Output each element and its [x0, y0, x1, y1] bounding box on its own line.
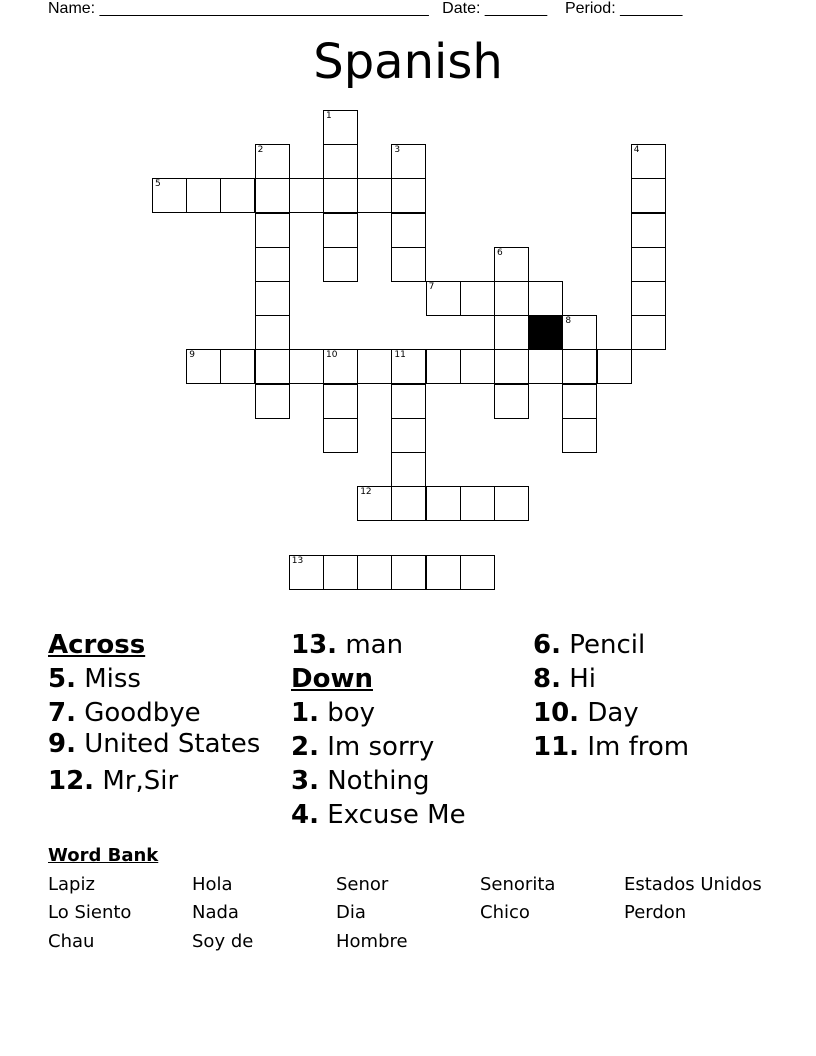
- clue-text: Mr,Sir: [102, 766, 179, 796]
- crossword-cell[interactable]: [597, 349, 632, 384]
- crossword-cell[interactable]: [391, 247, 426, 282]
- crossword-cell[interactable]: [460, 349, 495, 384]
- cell-number: 13: [291, 555, 304, 566]
- word-bank-word: Senorita: [480, 874, 556, 895]
- clue-text: Pencil: [569, 630, 646, 660]
- cell-number: 12: [360, 487, 372, 498]
- word-bank-word: Hombre: [336, 931, 408, 952]
- clue-text: boy: [327, 698, 376, 728]
- word-bank-word: Lo Siento: [48, 902, 132, 923]
- clue-text: Nothing: [327, 766, 430, 796]
- crossword-cell[interactable]: [494, 247, 529, 282]
- page-title: Spanish: [313, 34, 503, 90]
- crossword-cell[interactable]: [631, 281, 666, 316]
- crossword-cell[interactable]: [323, 213, 358, 248]
- clue-text: Hi: [569, 664, 597, 694]
- crossword-cell[interactable]: [562, 418, 597, 453]
- crossword-cell[interactable]: [494, 349, 529, 384]
- crossword-cell[interactable]: [426, 486, 461, 521]
- crossword-cell[interactable]: [255, 178, 290, 213]
- crossword-cell[interactable]: [357, 178, 392, 213]
- cell-number: 2: [257, 145, 264, 156]
- clue-number: 9.: [48, 729, 76, 759]
- crossword-cell[interactable]: [562, 349, 597, 384]
- cell-number: 9: [189, 350, 195, 361]
- name-label: Name:: [48, 0, 100, 17]
- clue-text: Excuse Me: [327, 800, 466, 830]
- word-bank-word: Soy de: [192, 931, 254, 952]
- crossword-cell[interactable]: [562, 315, 597, 350]
- crossword-cell[interactable]: [186, 178, 221, 213]
- crossword-cell[interactable]: [220, 178, 255, 213]
- crossword-cell[interactable]: [460, 555, 495, 590]
- crossword-cell[interactable]: [289, 178, 324, 213]
- crossword-cell[interactable]: [426, 349, 461, 384]
- name-line: _____________________________________: [99, 0, 429, 17]
- cell-number: 6: [497, 247, 503, 258]
- clue-down-4: [291, 798, 531, 832]
- word-bank-word: Chau: [48, 931, 95, 952]
- crossword-cell[interactable]: [528, 281, 563, 316]
- crossword-cell[interactable]: [528, 349, 563, 384]
- crossword-cell[interactable]: [460, 281, 495, 316]
- word-bank-word: Senor: [336, 874, 389, 895]
- clue-number: 2.: [291, 732, 319, 762]
- clue-number: 1.: [291, 698, 319, 728]
- crossword-cell[interactable]: [391, 349, 426, 384]
- crossword-cell[interactable]: [391, 213, 426, 248]
- crossword-cell[interactable]: [323, 178, 358, 213]
- word-bank-word: Dia: [336, 902, 366, 923]
- clue-down-6: [533, 628, 773, 662]
- clues-column-2: [291, 628, 531, 832]
- crossword-cell[interactable]: [391, 555, 426, 590]
- cell-number: 8: [565, 316, 572, 327]
- word-bank-word: Chico: [480, 902, 530, 923]
- clue-number: 7.: [48, 698, 76, 728]
- word-bank-word: Lapiz: [48, 874, 95, 895]
- clue-across-12: [48, 764, 268, 798]
- period-label: Period:: [564, 0, 621, 17]
- clue-across-5: [48, 662, 268, 696]
- crossword-cell[interactable]: [323, 144, 358, 179]
- clue-text: Im from: [587, 732, 690, 762]
- word-bank-word: Nada: [192, 902, 239, 923]
- crossword-cell[interactable]: [323, 349, 358, 384]
- clue-number: 13.: [291, 630, 338, 660]
- crossword-cell[interactable]: [391, 178, 426, 213]
- crossword-cell[interactable]: [255, 281, 290, 316]
- cell-number: 10: [326, 350, 338, 361]
- crossword-cell[interactable]: [323, 110, 358, 145]
- crossword-cell[interactable]: [631, 315, 666, 350]
- across-heading: Across: [48, 630, 146, 660]
- crossword-cell[interactable]: [152, 178, 187, 213]
- date-label: Date:: [442, 0, 485, 17]
- period-line: _______: [620, 0, 683, 17]
- clue-down-8: [533, 662, 773, 696]
- clue-down-1: [291, 696, 531, 730]
- clue-down-3: [291, 764, 531, 798]
- crossword-cell[interactable]: [391, 384, 426, 419]
- crossword-cell[interactable]: [391, 144, 426, 179]
- crossword-cell[interactable]: [631, 178, 666, 213]
- clue-text: Day: [587, 698, 639, 728]
- clue-across-13: [291, 628, 531, 662]
- crossword-cell[interactable]: [562, 384, 597, 419]
- crossword-cell[interactable]: [357, 486, 392, 521]
- crossword-cell[interactable]: [357, 349, 392, 384]
- clues-column-1: [48, 628, 268, 798]
- crossword-cell[interactable]: [426, 281, 461, 316]
- down-heading: Down: [291, 664, 373, 694]
- word-bank-title: Word Bank: [48, 845, 159, 866]
- clue-number: 10.: [533, 698, 580, 728]
- crossword-block-cell: [528, 315, 563, 350]
- crossword-cell[interactable]: [255, 315, 290, 350]
- clue-number: 5.: [48, 664, 76, 694]
- crossword-cell[interactable]: [289, 555, 324, 590]
- clue-across-9: [48, 730, 268, 759]
- crossword-cell[interactable]: [494, 384, 529, 419]
- clue-text: United States: [84, 729, 261, 759]
- cell-number: 7: [428, 282, 435, 292]
- clue-down-11: [533, 730, 773, 764]
- word-bank-word: Estados Unidos: [624, 874, 762, 895]
- clue-number: 8.: [533, 664, 561, 694]
- cell-number: 3: [394, 145, 401, 156]
- crossword-cell[interactable]: [426, 555, 461, 590]
- clues-column-3: [533, 628, 773, 764]
- crossword-cell[interactable]: [220, 349, 255, 384]
- crossword-cell[interactable]: [255, 349, 290, 384]
- clue-number: 4.: [291, 800, 319, 830]
- crossword-cell[interactable]: [494, 486, 529, 521]
- crossword-cell[interactable]: [255, 213, 290, 248]
- crossword-cell[interactable]: [494, 281, 529, 316]
- date-line: _______: [484, 0, 548, 17]
- crossword-cell[interactable]: [631, 144, 666, 179]
- crossword-cell[interactable]: [255, 384, 290, 419]
- word-bank-word: Hola: [192, 874, 233, 895]
- crossword-cell[interactable]: [323, 247, 358, 282]
- clue-across-7: [48, 696, 268, 730]
- clue-down-2: [291, 730, 531, 764]
- clue-text: Miss: [84, 664, 141, 694]
- crossword-cell[interactable]: [494, 315, 529, 350]
- cell-number: 11: [394, 350, 406, 361]
- cell-number: 5: [155, 179, 161, 190]
- clue-text: man: [345, 630, 404, 660]
- clue-text: Goodbye: [84, 698, 201, 728]
- crossword-cell[interactable]: [323, 555, 358, 590]
- crossword-cell[interactable]: [391, 486, 426, 521]
- clue-number: 3.: [291, 766, 319, 796]
- crossword-cell[interactable]: [323, 418, 358, 453]
- crossword-cell[interactable]: [255, 247, 290, 282]
- crossword-cell[interactable]: [289, 349, 324, 384]
- cell-number: 4: [633, 145, 640, 156]
- clue-number: 12.: [48, 766, 95, 796]
- clue-down-10: [533, 696, 773, 730]
- clue-number: 6.: [533, 630, 561, 660]
- crossword-cell[interactable]: [631, 247, 666, 282]
- crossword-cell[interactable]: [631, 213, 666, 248]
- crossword-cell[interactable]: [186, 349, 221, 384]
- word-bank-word: Perdon: [624, 902, 687, 923]
- cell-number: 1: [326, 111, 332, 121]
- crossword-cell[interactable]: [460, 486, 495, 521]
- crossword-cell[interactable]: [391, 418, 426, 453]
- clue-text: Im sorry: [327, 732, 435, 762]
- crossword-cell[interactable]: [255, 144, 290, 179]
- crossword-cell[interactable]: [323, 384, 358, 419]
- clue-number: 11.: [533, 732, 580, 762]
- crossword-cell[interactable]: [391, 452, 426, 487]
- crossword-cell[interactable]: [357, 555, 392, 590]
